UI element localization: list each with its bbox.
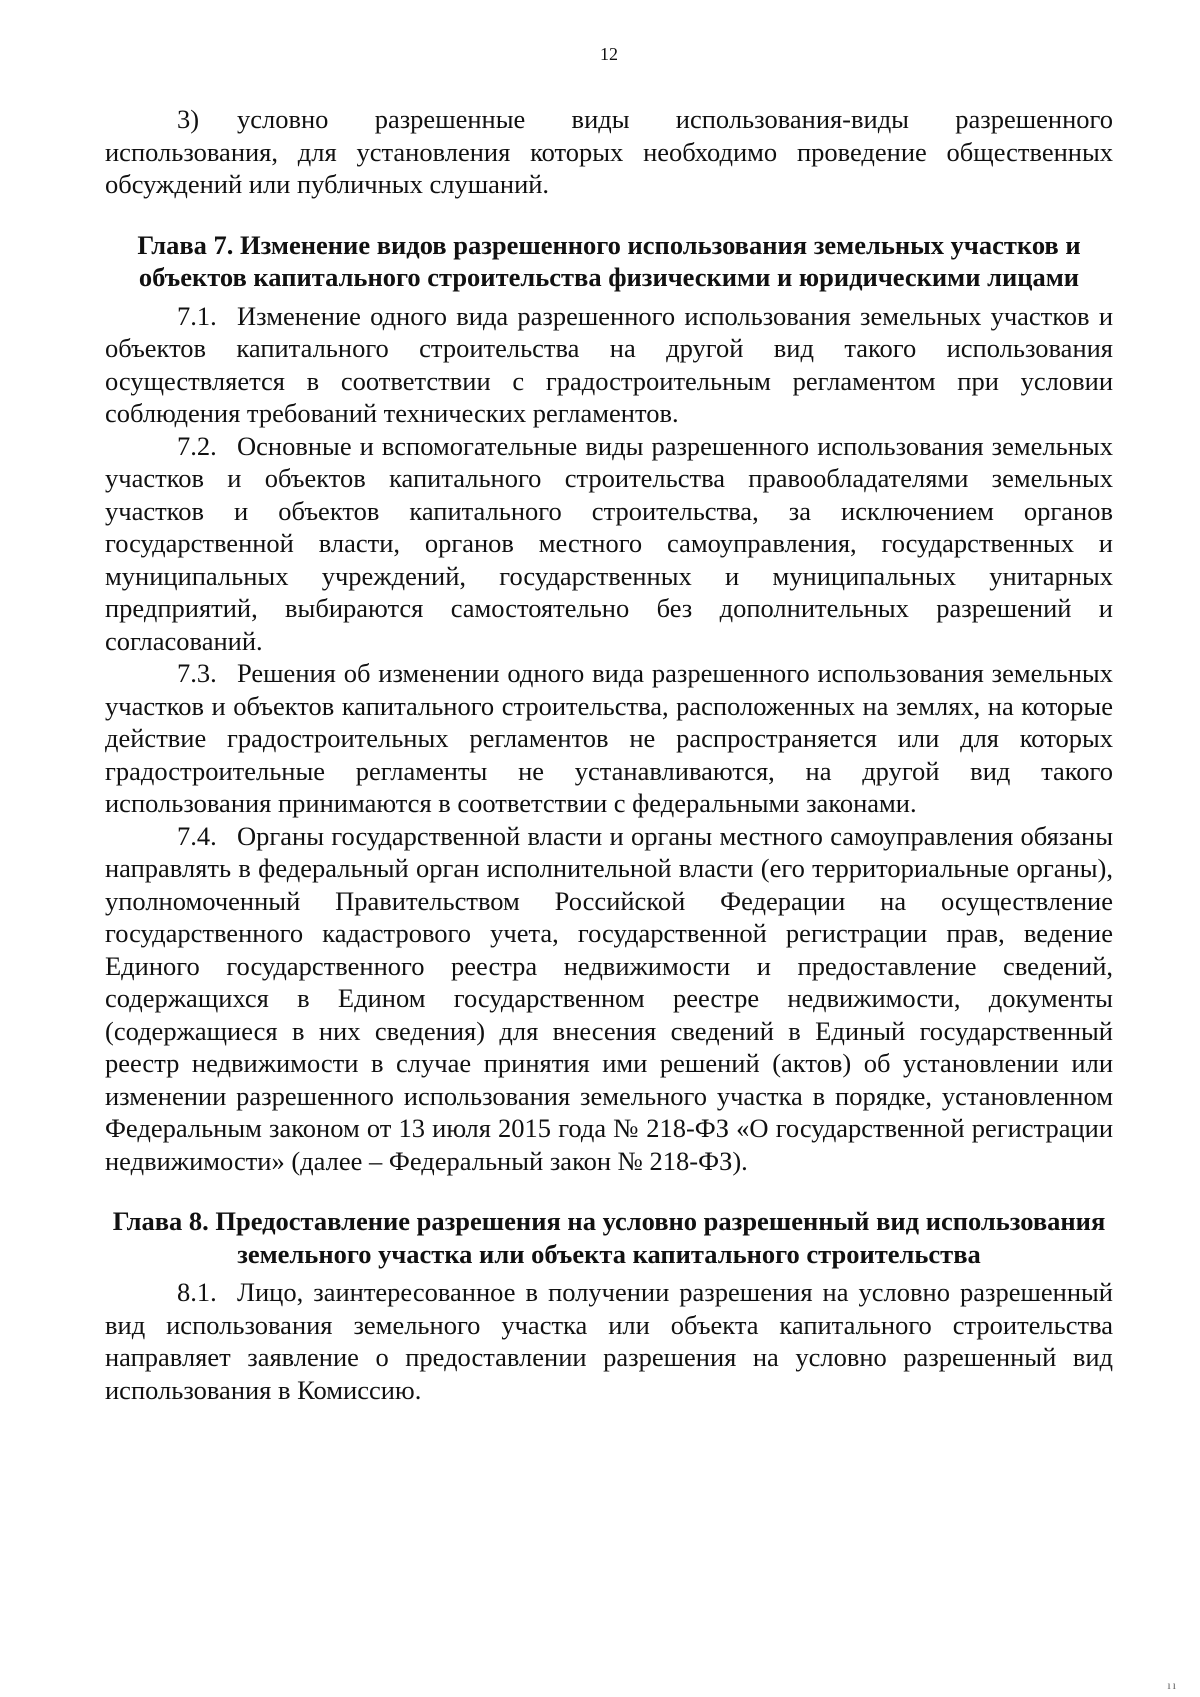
page-number: 12 — [600, 44, 618, 64]
paragraph-number: 3) — [177, 104, 200, 134]
paragraph-number: 7.2. — [177, 430, 217, 461]
paragraph-text: Основные и вспомогательные виды разрешенного использования земельных участков и объектов капитального строительства правообладателями земельных участков и объектов капитального строительства, за исключением органов государственной власти, органов местного самоуправления, государственных и муниципальных учреждений, государственных и муниципальных унитарных предприятий, выбираются самостоятельно без дополнительных разрешений и согласований. — [105, 430, 1113, 656]
paragraph-number: 7.1. — [177, 300, 217, 331]
paragraph-7-2 — [105, 430, 1113, 658]
chapter-7-title: Глава 7. Изменение видов разрешенного использования земельных участков и объектов капитального строительства физическими и юридическими лицами — [137, 229, 1081, 292]
paragraph-8-1 — [105, 1276, 1113, 1406]
paragraph-7-4 — [105, 820, 1113, 1178]
scan-edge-mark: ıı — [1167, 1678, 1178, 1692]
document-page — [105, 44, 1113, 1684]
paragraph-number: 8.1. — [177, 1277, 217, 1307]
paragraph-7-3 — [105, 657, 1113, 820]
paragraph-text: Лицо, заинтересованное в получении разрешения на условно разрешенный вид использования земельного участка или объекта капитального строительства направляет заявление о предоставлении разрешения на условно разрешенный вид использования в Комиссию. — [105, 1277, 1113, 1405]
paragraph-intro — [105, 103, 1113, 201]
paragraph-text: Решения об изменении одного вида разрешенного использования земельных участков и объектов капитального строительства, расположенных на землях, на которые действие градостроительных регламентов не распространяется или для которых градостроительные регламенты не устанавливаются, на другой вид такого использования принимаются в соответствии с федеральными законами. — [105, 658, 1113, 818]
paragraph-number: 7.3. — [177, 658, 217, 688]
paragraph-text: условно разрешенные виды использования-виды разрешенного использования, для установления которых необходимо проведение общественных обсуждений или публичных слушаний. — [105, 104, 1113, 199]
paragraph-text: Органы государственной власти и органы местного самоуправления обязаны направлять в федеральный орган исполнительной власти (его территориальные органы), уполномоченный Правительством Российской Федерации на осуществление государственного кадастрового учета, государственной регистрации прав, ведение Единого государственного реестра недвижимости и предоставление сведений, содержащихся в Едином государственном реестре недвижимости, документы (содержащиеся в них сведения) для внесения сведений в Единый государственный реестр недвижимости в случае принятия ими решений (актов) об установлении или изменении разрешенного использования земельного участка в порядке, установленном Федеральным законом от 13 июля 2015 года № 218-ФЗ «О государственной регистрации недвижимости» (далее – Федеральный закон № 218-ФЗ). — [105, 820, 1113, 1176]
chapter-8-title: Глава 8. Предоставление разрешения на условно разрешенный вид использования земельного участка или объекта капитального строительства — [112, 1206, 1106, 1269]
paragraph-7-1 — [105, 300, 1113, 430]
paragraph-number: 7.4. — [177, 820, 217, 851]
paragraph-text: Изменение одного вида разрешенного использования земельных участков и объектов капитального строительства на другой вид такого использования осуществляется в соответствии с градостроительным регламентом при условии соблюдения требований технических регламентов. — [105, 300, 1113, 428]
